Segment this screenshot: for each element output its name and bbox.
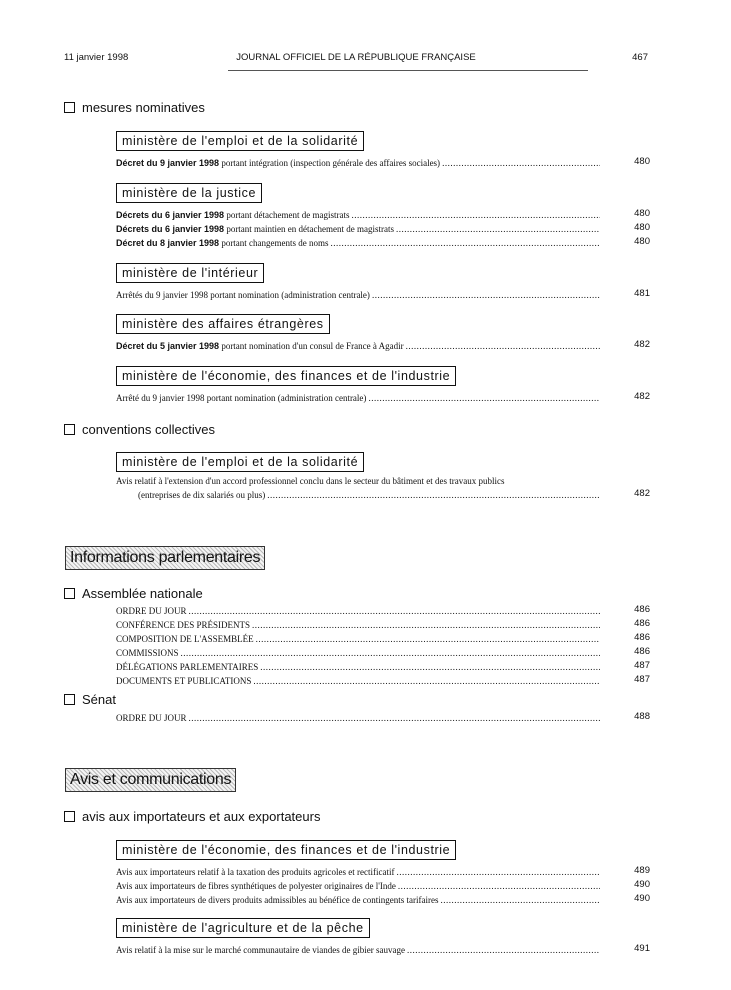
header-date: 11 janvier 1998 xyxy=(64,52,129,63)
section-senat xyxy=(64,692,116,707)
entry-bold: Décret du 5 janvier 1998 xyxy=(116,341,220,351)
entry-page: 489 xyxy=(634,865,650,876)
entry-text: portant détachement de magistrats xyxy=(224,210,350,220)
section-title: conventions collectives xyxy=(82,422,215,437)
header-page-number: 467 xyxy=(632,52,648,63)
checkbox-square-icon xyxy=(64,811,75,822)
leader-dots xyxy=(256,634,600,644)
entry-avis-fibres[interactable] xyxy=(116,878,600,891)
leader-dots xyxy=(368,393,600,403)
entry-avis-taxation[interactable] xyxy=(116,864,600,877)
entry-text: Arrêté du 9 janvier 1998 portant nomination (administration centrale) xyxy=(116,393,367,403)
banner-informations-parlementaires: Informations parlementaires xyxy=(65,546,265,570)
ministry-box-economie-2: ministère de l'économie, des finances et de l'industrie xyxy=(116,840,456,860)
ministry-box-affaires-etrangeres: ministère des affaires étrangères xyxy=(116,314,330,334)
entry-text: portant nomination d'un consul de France à Agadir xyxy=(219,341,404,351)
ministry-box-agriculture: ministère de l'agriculture et de la pêche xyxy=(116,918,370,938)
section-title: mesures nominatives xyxy=(82,100,205,115)
leader-dots xyxy=(396,224,600,234)
ministry-box-emploi-2: ministère de l'emploi et de la solidarité xyxy=(116,452,364,472)
ministry-box-interieur: ministère de l'intérieur xyxy=(116,263,264,283)
entry-decret-integration[interactable] xyxy=(116,155,600,168)
entry-text: CONFÉRENCE DES PRÉSIDENTS xyxy=(116,620,251,630)
entry-text: DOCUMENTS ET PUBLICATIONS xyxy=(116,676,252,686)
entry-an-ordre-du-jour[interactable] xyxy=(116,603,600,616)
entry-page: 490 xyxy=(634,879,650,890)
entry-noms[interactable] xyxy=(116,235,600,248)
section-avis-importateurs xyxy=(64,809,320,824)
checkbox-square-icon xyxy=(64,424,75,435)
entry-bold: Décret du 9 janvier 1998 xyxy=(116,158,220,168)
entry-consul[interactable] xyxy=(116,338,600,351)
leader-dots xyxy=(352,210,600,220)
entry-page: 491 xyxy=(634,943,650,954)
section-title: avis aux importateurs et aux exportateurs xyxy=(82,809,321,824)
checkbox-square-icon xyxy=(64,694,75,705)
leader-dots xyxy=(260,662,600,672)
entry-avis-extension-line1[interactable]: Avis relatif à l'extension d'un accord professionnel conclu dans le secteur du bâtiment et des travaux publics xyxy=(116,476,505,486)
entry-page: 480 xyxy=(634,156,650,167)
entry-text: ORDRE DU JOUR xyxy=(116,713,187,723)
entry-detachement[interactable] xyxy=(116,207,600,220)
leader-dots xyxy=(442,158,600,168)
journal-title: JOURNAL OFFICIEL DE LA RÉPUBLIQUE FRANÇAISE xyxy=(236,52,476,63)
section-title: Assemblée nationale xyxy=(82,586,203,601)
entry-page: 487 xyxy=(634,660,650,671)
entry-text: DÉLÉGATIONS PARLEMENTAIRES xyxy=(116,662,259,672)
entry-text: COMMISSIONS xyxy=(116,648,179,658)
leader-dots xyxy=(331,238,600,248)
leader-dots xyxy=(267,490,600,500)
section-mesures-nominatives xyxy=(64,100,205,115)
entry-text: portant changements de noms xyxy=(219,238,329,248)
ministry-box-justice: ministère de la justice xyxy=(116,183,262,203)
entry-page: 486 xyxy=(634,618,650,629)
entry-avis-gibier[interactable] xyxy=(116,942,600,955)
entry-arretes-interieur[interactable] xyxy=(116,287,600,300)
entry-page: 480 xyxy=(634,222,650,233)
entry-an-commissions[interactable] xyxy=(116,645,600,658)
entry-page: 486 xyxy=(634,604,650,615)
entry-page: 480 xyxy=(634,236,650,247)
entry-arrete-economie[interactable] xyxy=(116,390,600,403)
section-assemblee-nationale xyxy=(64,586,203,601)
entry-text: Avis aux importateurs de divers produits admissibles au bénéfice de contingents tarifaires xyxy=(116,895,439,905)
page-header xyxy=(64,52,648,66)
header-rule xyxy=(228,70,588,71)
entry-text: Avis aux importateurs relatif à la taxation des produits agricoles et rectificatif xyxy=(116,867,395,877)
entry-page: 480 xyxy=(634,208,650,219)
leader-dots xyxy=(189,713,600,723)
checkbox-square-icon xyxy=(64,588,75,599)
entry-text: COMPOSITION DE L'ASSEMBLÉE xyxy=(116,634,254,644)
entry-page: 481 xyxy=(634,288,650,299)
section-title: Sénat xyxy=(82,692,116,707)
entry-page: 487 xyxy=(634,674,650,685)
leader-dots xyxy=(407,945,600,955)
leader-dots xyxy=(398,881,600,891)
entry-text: Avis aux importateurs de fibres synthétiques de polyester originaires de l'Inde xyxy=(116,881,396,891)
leader-dots xyxy=(253,676,600,686)
entry-page: 490 xyxy=(634,893,650,904)
entry-an-composition[interactable] xyxy=(116,631,600,644)
entry-page: 482 xyxy=(634,391,650,402)
banner-avis-communications: Avis et communications xyxy=(65,768,236,792)
leader-dots xyxy=(372,290,600,300)
entry-maintien[interactable] xyxy=(116,221,600,234)
entry-an-documents[interactable] xyxy=(116,673,600,686)
entry-page: 482 xyxy=(634,339,650,350)
ministry-box-economie: ministère de l'économie, des finances et de l'industrie xyxy=(116,366,456,386)
entry-text: Arrêtés du 9 janvier 1998 portant nomination (administration centrale) xyxy=(116,290,370,300)
entry-text: ORDRE DU JOUR xyxy=(116,606,187,616)
leader-dots xyxy=(252,620,600,630)
entry-page: 486 xyxy=(634,632,650,643)
entry-bold: Décrets du 6 janvier 1998 xyxy=(116,224,225,234)
entry-bold: Décret du 8 janvier 1998 xyxy=(116,238,220,248)
entry-page: 486 xyxy=(634,646,650,657)
entry-page: 482 xyxy=(634,488,650,499)
entry-avis-extension-line2[interactable] xyxy=(138,487,600,500)
checkbox-square-icon xyxy=(64,102,75,113)
leader-dots xyxy=(189,606,600,616)
section-conventions-collectives xyxy=(64,422,215,437)
entry-text: Avis relatif à la mise sur le marché communautaire de viandes de gibier sauvage xyxy=(116,945,405,955)
ministry-box-emploi: ministère de l'emploi et de la solidarité xyxy=(116,131,364,151)
leader-dots xyxy=(406,341,600,351)
entry-avis-contingents[interactable] xyxy=(116,892,600,905)
leader-dots xyxy=(396,867,600,877)
entry-senat-ordre-du-jour[interactable] xyxy=(116,710,600,723)
entry-text: portant maintien en détachement de magistrats xyxy=(224,224,395,234)
entry-page: 488 xyxy=(634,711,650,722)
leader-dots xyxy=(181,648,600,658)
leader-dots xyxy=(441,895,601,905)
entry-an-delegations[interactable] xyxy=(116,659,600,672)
entry-an-conference[interactable] xyxy=(116,617,600,630)
entry-text: (entreprises de dix salariés ou plus) xyxy=(138,490,266,500)
entry-bold: Décrets du 6 janvier 1998 xyxy=(116,210,225,220)
entry-text: portant intégration (inspection générale des affaires sociales) xyxy=(219,158,441,168)
